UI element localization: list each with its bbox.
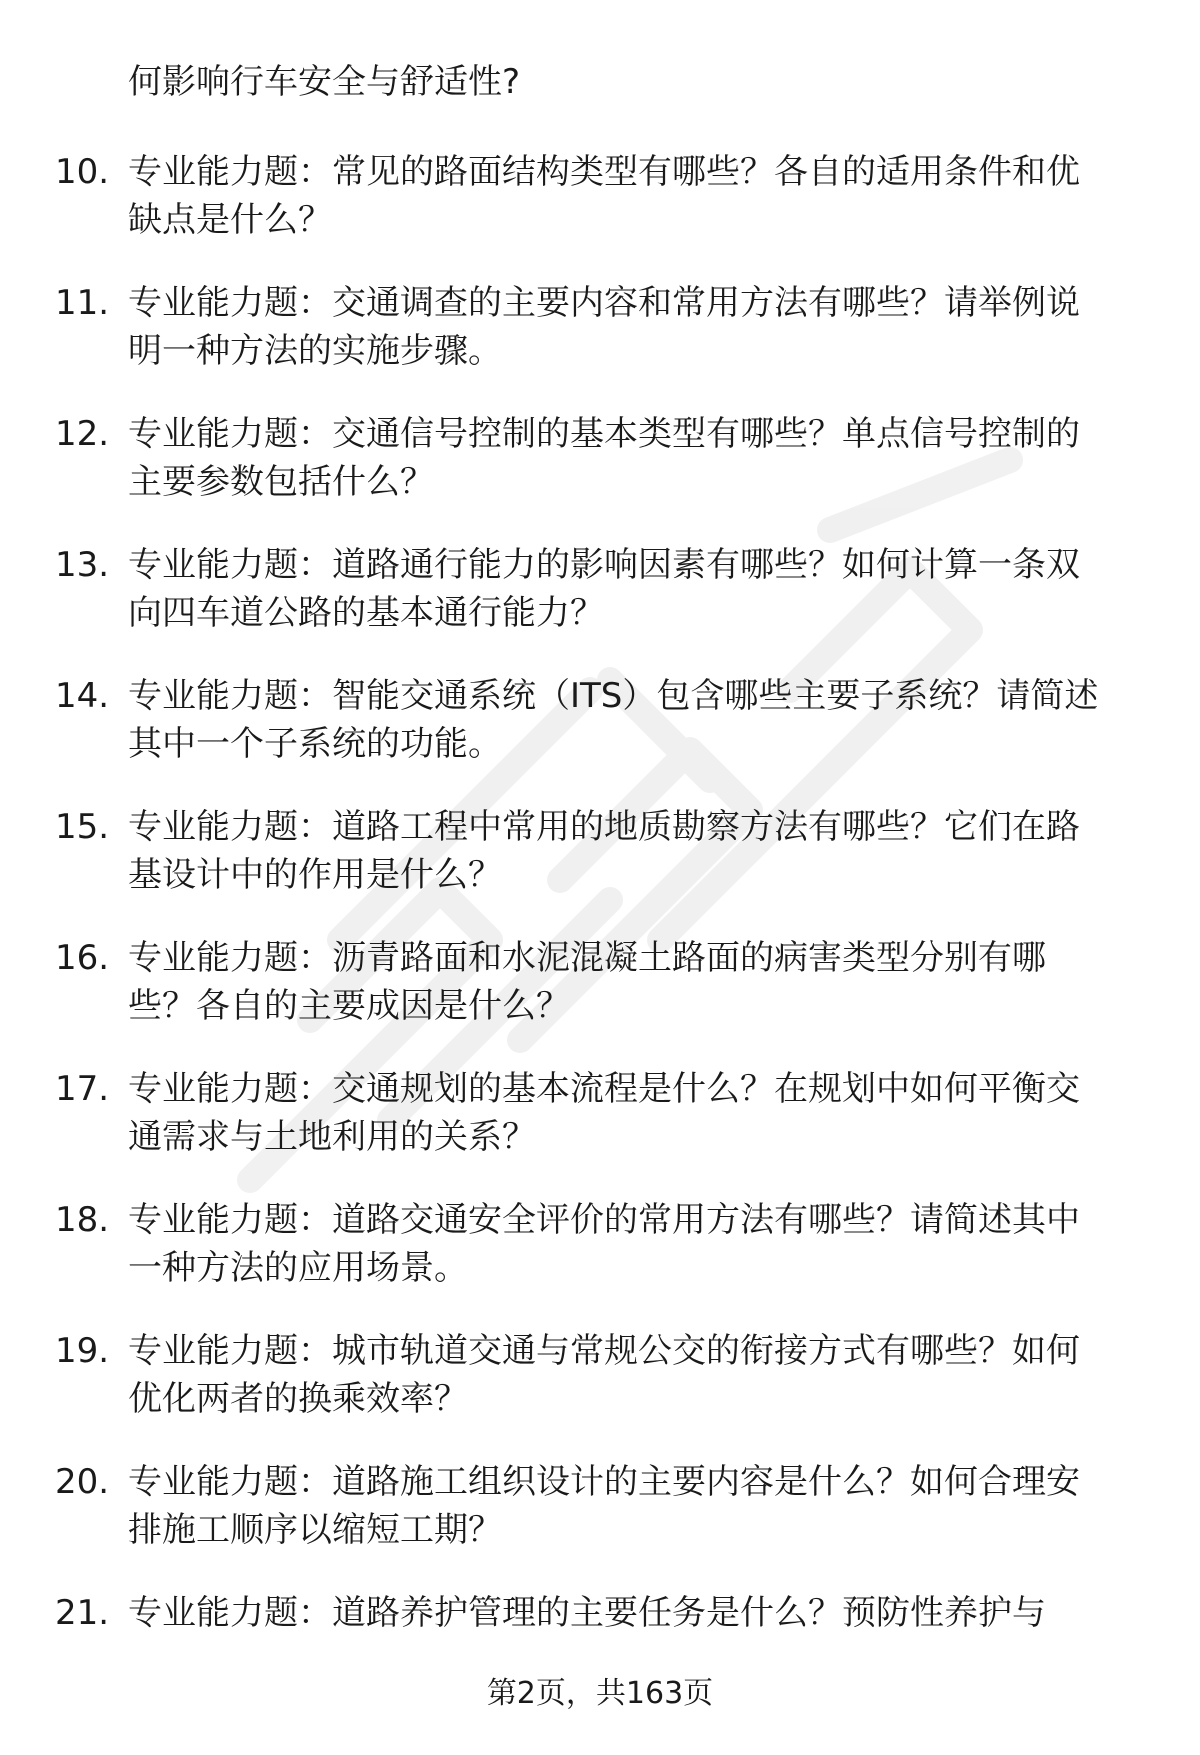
question-text-line: 专业能力题：智能交通系统（ITS）包含哪些主要子系统？请简述	[128, 676, 1099, 716]
question-number: 12.	[55, 414, 110, 454]
question-number: 17.	[55, 1069, 110, 1109]
question-text	[128, 1196, 1158, 1292]
question-item	[0, 1196, 1200, 1327]
question-text-line: 专业能力题：道路通行能力的影响因素有哪些？如何计算一条双	[128, 545, 1080, 585]
question-text-line: 专业能力题：道路施工组织设计的主要内容是什么？如何合理安	[128, 1462, 1080, 1502]
question-text-line: 专业能力题：交通信号控制的基本类型有哪些？单点信号控制的	[128, 414, 1080, 454]
question-number: 19.	[55, 1331, 110, 1371]
question-number: 11.	[55, 283, 110, 323]
page-number-footer: 第2页，共163页	[486, 1676, 714, 1711]
question-number: 20.	[55, 1462, 110, 1502]
question-item	[0, 1458, 1200, 1589]
question-text-line: 通需求与土地利用的关系？	[128, 1117, 536, 1157]
question-text-line: 排施工顺序以缩短工期？	[128, 1510, 502, 1550]
question-text	[128, 148, 1158, 244]
question-text	[128, 410, 1158, 506]
question-number: 18.	[55, 1200, 110, 1240]
question-item	[0, 934, 1200, 1065]
question-text	[128, 1589, 1158, 1637]
question-text-line: 专业能力题：道路养护管理的主要任务是什么？预防性养护与	[128, 1593, 1046, 1633]
question-item	[0, 1327, 1200, 1458]
question-text	[128, 279, 1158, 375]
question-text	[128, 934, 1158, 1030]
question-text	[128, 1065, 1158, 1161]
question-number: 13.	[55, 545, 110, 585]
question-item	[0, 672, 1200, 803]
question-item	[0, 541, 1200, 672]
question-text	[128, 1458, 1158, 1554]
question-text-line: 专业能力题：道路交通安全评价的常用方法有哪些？请简述其中	[128, 1200, 1080, 1240]
question-text-line: 专业能力题：沥青路面和水泥混凝土路面的病害类型分别有哪	[128, 938, 1046, 978]
question-text	[128, 1327, 1158, 1423]
question-list	[0, 148, 1200, 1720]
question-item	[0, 279, 1200, 410]
question-text-line: 基设计中的作用是什么？	[128, 855, 502, 895]
question-text-line: 专业能力题：交通规划的基本流程是什么？在规划中如何平衡交	[128, 1069, 1080, 1109]
question-text-line: 专业能力题：常见的路面结构类型有哪些？各自的适用条件和优	[128, 152, 1080, 192]
question-number: 21.	[55, 1593, 110, 1633]
question-number: 10.	[55, 152, 110, 192]
continued-question-text: 何影响行车安全与舒适性?	[128, 62, 521, 102]
question-text-line: 缺点是什么？	[128, 200, 332, 240]
question-number: 15.	[55, 807, 110, 847]
question-text-line: 专业能力题：道路工程中常用的地质勘察方法有哪些？它们在路	[128, 807, 1080, 847]
question-text-line: 专业能力题：交通调查的主要内容和常用方法有哪些？请举例说	[128, 283, 1080, 323]
question-number: 16.	[55, 938, 110, 978]
question-item	[0, 803, 1200, 934]
question-text	[128, 803, 1158, 899]
question-text-line: 专业能力题：城市轨道交通与常规公交的衔接方式有哪些？如何	[128, 1331, 1080, 1371]
question-text	[128, 541, 1158, 637]
question-text	[128, 672, 1158, 768]
question-item	[0, 410, 1200, 541]
question-text-line: 一种方法的应用场景。	[128, 1248, 468, 1288]
question-text-line: 向四车道公路的基本通行能力？	[128, 593, 604, 633]
question-text-line: 明一种方法的实施步骤。	[128, 331, 502, 371]
question-text-line: 优化两者的换乘效率？	[128, 1379, 468, 1419]
question-text-line: 主要参数包括什么？	[128, 462, 434, 502]
question-text-line: 些？各自的主要成因是什么？	[128, 986, 570, 1026]
question-number: 14.	[55, 676, 110, 716]
question-item	[0, 148, 1200, 279]
question-item	[0, 1065, 1200, 1196]
question-text-line: 其中一个子系统的功能。	[128, 724, 502, 764]
